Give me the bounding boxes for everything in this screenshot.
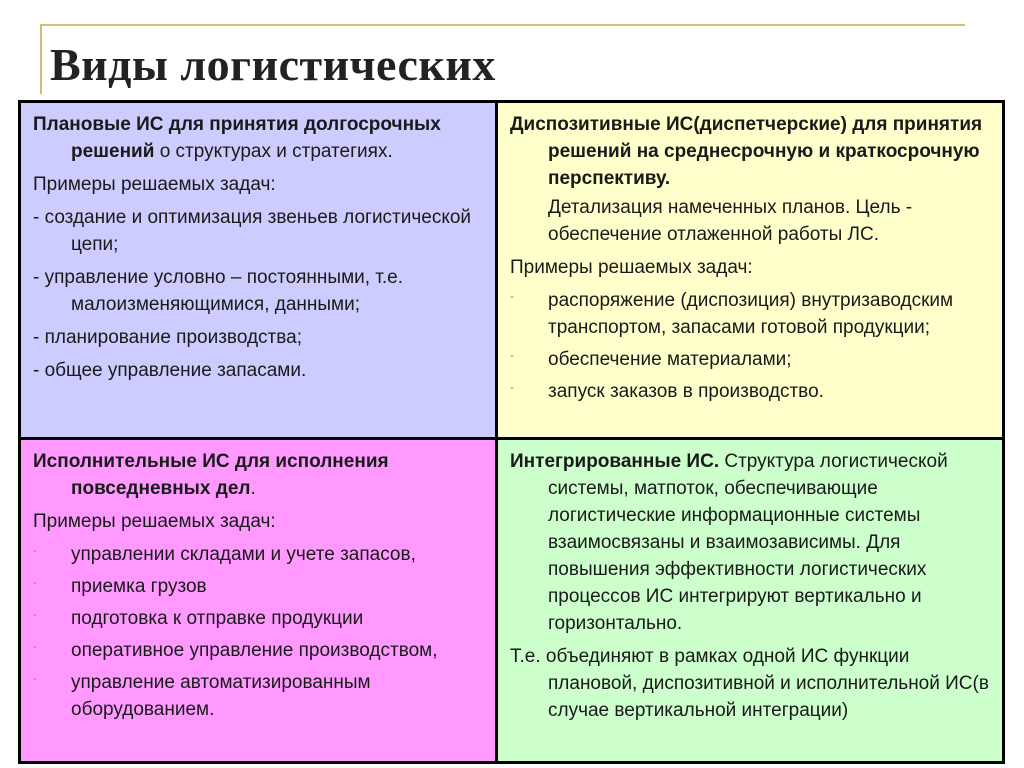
planning-heading-plain: о структурах и стратегиях. (154, 141, 393, 162)
planning-item: - общее управление запасами. (33, 360, 307, 381)
executive-item-text: оперативное управление производством, (71, 640, 438, 661)
dispositive-item (510, 346, 992, 373)
integrated-note: Т.е. объединяют в рамках одной ИС функции плановой, диспозитивной и исполнительной ИС(в случае вертикальной интеграции) (510, 646, 989, 721)
executive-heading-bold: Исполнительные ИС для исполнения повседневных дел (33, 451, 389, 499)
executive-item (33, 637, 485, 664)
executive-item (33, 605, 485, 632)
executive-item (33, 573, 485, 600)
dispositive-item (510, 287, 992, 341)
dispositive-item-text: запуск заказов в производство. (548, 381, 824, 402)
cell-planning-is (21, 103, 498, 440)
integrated-heading-plain: Структура логистической системы, матпоток, обеспечивающие логистические информационные системы взаимосвязаны и взаимозависимы. Для повышения эффективности логистических процессов ИС интегрируют вертикально и горизонтально. (548, 451, 948, 634)
classification-table (18, 100, 1005, 764)
slide-title: Виды логистических (50, 39, 496, 90)
planning-heading (33, 111, 485, 165)
dispositive-heading-bold: Диспозитивные ИС(диспетчерские) для принятия решений на среднесрочную и краткосрочную перспективу. (510, 114, 983, 189)
executive-heading-plain: . (250, 478, 256, 499)
executive-item-text: подготовка к отправке продукции (71, 608, 364, 629)
dispositive-item-text: распоряжение (диспозиция) внутризаводским транспортом, запасами готовой продукции; (548, 290, 954, 338)
dispositive-item (510, 378, 992, 405)
integrated-description (510, 448, 992, 637)
executive-item-text: управлении складами и учете запасов, (71, 544, 416, 565)
planning-item: - планирование производства; (33, 327, 302, 348)
bullet-icon: - (33, 639, 37, 653)
bullet-icon: - (510, 348, 514, 362)
bullet-icon: - (33, 543, 37, 557)
cell-executive-is (21, 440, 498, 761)
planning-item: - управление условно – постоянными, т.е. малоизменяющимися, данными; (33, 267, 404, 315)
executive-heading (33, 448, 485, 502)
executive-item-text: управление автоматизированным оборудованием. (71, 672, 371, 720)
executive-item (33, 541, 485, 568)
planning-item: - создание и оптимизация звеньев логистической цепи; (33, 207, 472, 255)
decorative-rule-left (40, 24, 42, 94)
planning-heading-bold: Плановые ИС для принятия долгосрочных решений (33, 114, 441, 162)
bullet-icon: - (510, 380, 514, 394)
bullet-icon: - (510, 289, 514, 303)
dispositive-item-text: обеспечение материалами; (548, 349, 792, 370)
planning-examples-label: Примеры решаемых задач: (33, 174, 276, 195)
dispositive-examples-label: Примеры решаемых задач: (510, 257, 753, 278)
dispositive-heading (510, 111, 992, 192)
executive-examples-label: Примеры решаемых задач: (33, 511, 276, 532)
executive-item (33, 669, 485, 723)
executive-item-text: приемка грузов (71, 576, 207, 597)
dispositive-description: Детализация намеченных планов. Цель - обеспечение отлаженной работы ЛС. (548, 197, 913, 245)
bullet-icon: - (33, 575, 37, 589)
cell-dispositive-is (498, 103, 1002, 440)
bullet-icon: - (33, 607, 37, 621)
bullet-icon: - (33, 671, 37, 685)
decorative-rule-top (40, 24, 965, 26)
integrated-heading-bold: Интегрированные ИС. (510, 451, 720, 472)
cell-integrated-is (498, 440, 1002, 761)
